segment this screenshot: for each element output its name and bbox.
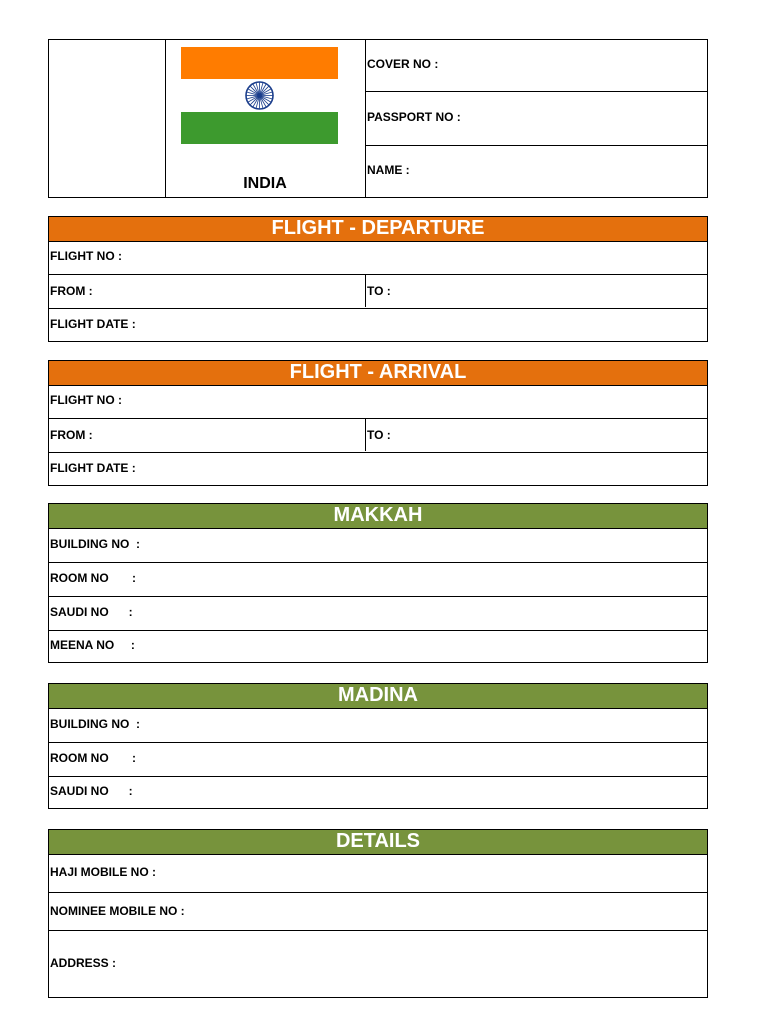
divider — [49, 776, 707, 777]
flight-departure-section — [48, 216, 708, 342]
divider — [365, 40, 366, 197]
flight-date-field[interactable]: FLIGHT DATE : — [50, 461, 136, 475]
haji-mobile-field[interactable]: HAJI MOBILE NO : — [50, 865, 157, 879]
divider — [49, 930, 707, 931]
divider — [49, 596, 707, 597]
cover-no-field[interactable]: COVER NO : — [367, 57, 439, 71]
photo-box[interactable] — [49, 40, 165, 197]
name-field[interactable]: NAME : — [367, 163, 410, 177]
divider — [49, 562, 707, 563]
divider — [49, 742, 707, 743]
saudi-no-field[interactable]: SAUDI NO : — [50, 784, 133, 798]
divider — [365, 274, 366, 307]
to-field[interactable]: TO : — [367, 428, 391, 442]
building-no-field[interactable]: BUILDING NO : — [50, 717, 140, 731]
nominee-mobile-field[interactable]: NOMINEE MOBILE NO : — [50, 904, 185, 918]
flight-date-field[interactable]: FLIGHT DATE : — [50, 317, 136, 331]
room-no-field[interactable]: ROOM NO : — [50, 751, 136, 765]
ashoka-chakra-icon — [244, 80, 275, 111]
flight-no-field[interactable]: FLIGHT NO : — [50, 393, 122, 407]
flight-no-field[interactable]: FLIGHT NO : — [50, 249, 122, 263]
from-field[interactable]: FROM : — [50, 428, 93, 442]
section-title: FLIGHT - DEPARTURE — [49, 217, 707, 242]
details-section — [48, 829, 708, 998]
madina-section — [48, 683, 708, 809]
divider — [49, 892, 707, 893]
country-name: INDIA — [243, 175, 287, 192]
passport-no-field[interactable]: PASSPORT NO : — [367, 110, 461, 124]
from-field[interactable]: FROM : — [50, 284, 93, 298]
address-field[interactable]: ADDRESS : — [50, 956, 117, 970]
divider — [49, 308, 707, 309]
divider — [49, 630, 707, 631]
divider — [365, 418, 366, 451]
divider — [49, 452, 707, 453]
to-field[interactable]: TO : — [367, 284, 391, 298]
room-no-field[interactable]: ROOM NO : — [50, 571, 136, 585]
flight-arrival-section — [48, 360, 708, 486]
identity-block — [48, 39, 708, 198]
divider — [49, 274, 707, 275]
building-no-field[interactable]: BUILDING NO : — [50, 537, 140, 551]
section-title: FLIGHT - ARRIVAL — [49, 361, 707, 386]
divider — [365, 91, 707, 92]
meena-no-field[interactable]: MEENA NO : — [50, 638, 135, 652]
divider — [165, 40, 166, 197]
section-title: DETAILS — [49, 830, 707, 855]
india-flag — [181, 47, 338, 144]
section-title: MADINA — [49, 684, 707, 709]
divider — [49, 418, 707, 419]
section-title: MAKKAH — [49, 504, 707, 529]
makkah-section — [48, 503, 708, 663]
saudi-no-field[interactable]: SAUDI NO : — [50, 605, 133, 619]
divider — [365, 145, 707, 146]
